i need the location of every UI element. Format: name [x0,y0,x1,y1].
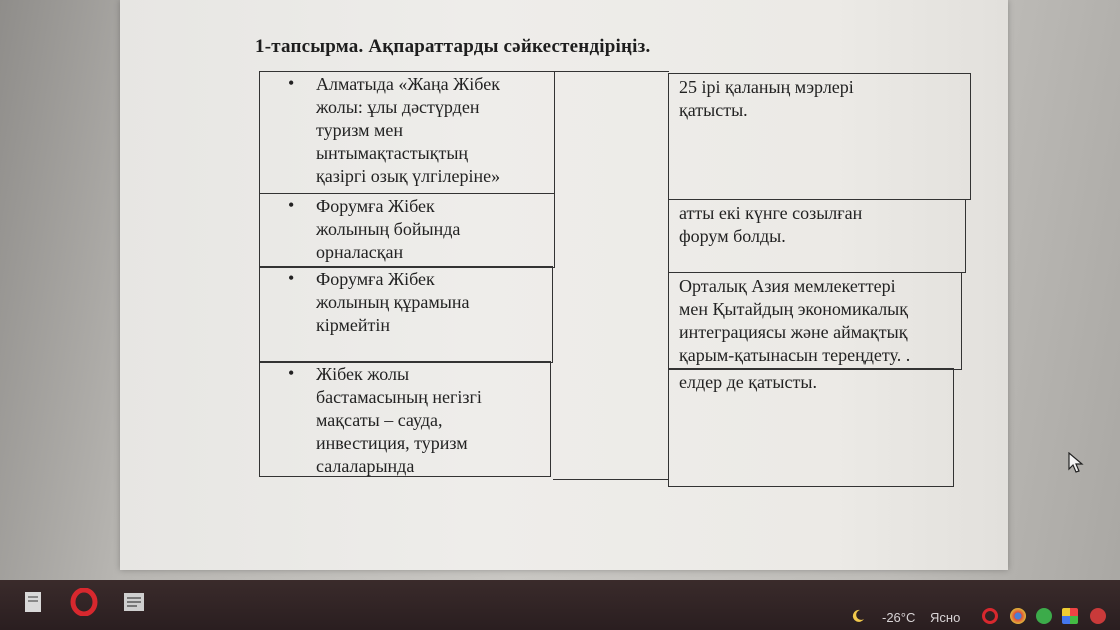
document-app-icon[interactable] [120,588,148,616]
mouse-pointer-icon [1068,452,1084,474]
cell-line: Алматыда «Жаңа Жібек [316,74,500,94]
weather-label: Ясно [930,610,961,625]
bullet-marker: • [288,73,295,93]
moon-icon [850,608,866,624]
file-explorer-icon[interactable] [20,588,48,616]
right-cell-2 [668,199,966,273]
opera-icon[interactable] [70,588,98,616]
right-cell-4 [668,368,954,487]
cell-line: Орталық Азия мемлекеттері [679,276,896,296]
cell-line: бастамасының негізгі [316,387,482,407]
chrome-tray-icon[interactable] [1010,608,1026,624]
opera-tray-icon[interactable] [982,608,998,624]
cell-line: қатысты. [679,100,748,120]
cell-line: қазіргі озық үлгілеріне» [316,166,501,186]
left-cell-1 [259,71,555,194]
left-cell-2 [259,193,555,268]
cell-line: Форумға Жібек [316,196,435,216]
cell-line: елдер де қатысты. [679,372,817,392]
left-cell-4 [259,361,551,477]
cell-line: Жібек жолы [316,364,410,384]
cell-line: жолының бойында [316,219,461,239]
cell-line: инвестиция, туризм [316,433,468,453]
cell-line: кірмейтін [316,315,390,335]
bullet-marker: • [288,195,295,215]
windows-tray-icon[interactable] [1062,608,1078,624]
right-cell-3 [668,272,962,370]
temperature-label: -26°C [882,610,916,625]
middle-empty-column [553,71,669,480]
cell-line: 25 ірі қаланың мэрлері [679,77,854,97]
cell-line: салаларында [316,456,415,476]
app-tray-icon[interactable] [1090,608,1106,624]
cell-line: интеграциясы және аймақтық [679,322,908,342]
security-tray-icon[interactable] [1036,608,1052,624]
cell-line: орналасқан [316,242,404,262]
cell-line: Форумға Жібек [316,269,435,289]
cell-line: мен Қытайдың экономикалық [679,299,909,319]
cell-line: қарым-қатынасын тереңдету. . [679,345,911,365]
right-cell-1 [668,73,971,200]
cell-line: жолы: ұлы дәстүрден [316,97,480,117]
bullet-marker: • [288,268,295,288]
cell-line: ынтымақтастықтың [316,143,469,163]
cell-line: атты екі күнге созылған [679,203,863,223]
bullet-marker: • [288,363,295,383]
cell-line: туризм мен [316,120,404,140]
task-title: 1-тапсырма. Ақпараттарды сәйкестендіріңіз. [255,36,651,57]
cell-line: мақсаты – сауда, [316,410,443,430]
left-cell-3 [259,266,553,363]
cell-line: жолының құрамына [316,292,470,312]
cell-line: форум болды. [679,226,786,246]
